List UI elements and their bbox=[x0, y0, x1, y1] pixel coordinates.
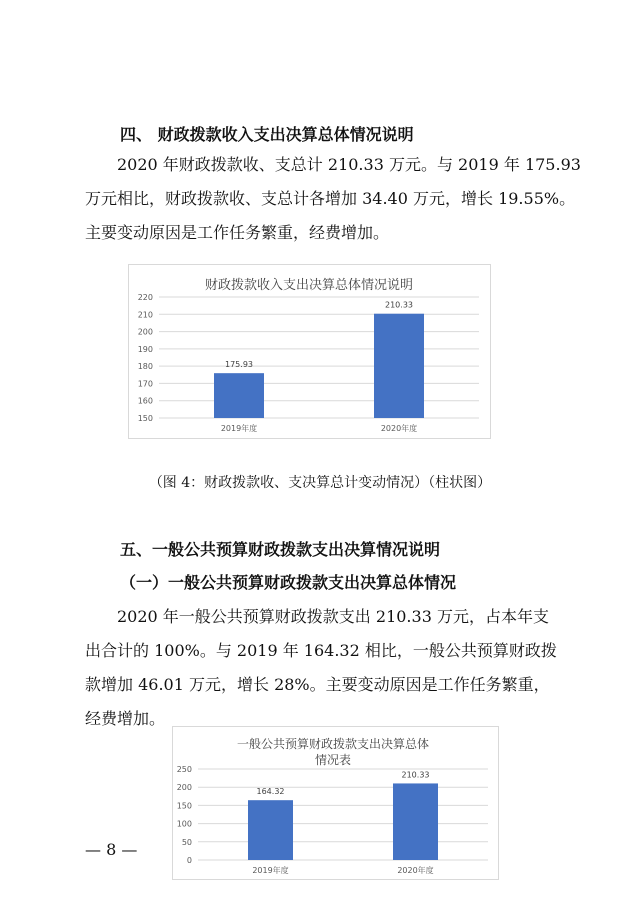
section5-heading: 五、一般公共预算财政拨款支出决算情况说明 bbox=[120, 540, 441, 559]
chart-1-ytick-label: 180 bbox=[137, 362, 153, 372]
chart-2-ytick-label: 0 bbox=[186, 856, 192, 865]
chart-2-ytick-label: 200 bbox=[176, 783, 192, 793]
chart-2-ytick-label: 150 bbox=[176, 801, 192, 811]
chart-2-category-label-2: 2020年度 bbox=[397, 866, 434, 875]
chart-1-data-label-1: 175.93 bbox=[225, 360, 253, 370]
chart-1-category-label-2: 2020年度 bbox=[380, 424, 418, 433]
chart-1-ytick-label: 190 bbox=[137, 344, 153, 354]
section4-line-1: 2020 年财政拨款收、支总计 210.33 万元。与 2019 年 175.93 bbox=[117, 155, 581, 174]
chart-2-svg bbox=[173, 727, 498, 879]
chart-1-svg bbox=[129, 265, 490, 438]
chart-1-ytick-label: 220 bbox=[137, 293, 153, 302]
section4-line-3: 主要变动原因是工作任务繁重，经费增加。 bbox=[85, 223, 390, 242]
chart-1-data-label-2: 210.33 bbox=[385, 300, 413, 310]
section5-subheading: （一）一般公共预算财政拨款支出决算总体情况 bbox=[120, 573, 457, 592]
figure-4-caption: （图 4：财政拨款收、支决算总计变动情况）（柱状图） bbox=[148, 475, 492, 491]
page-number: — 8 — bbox=[85, 840, 138, 859]
chart-2-title-line2: 情况表 bbox=[314, 753, 352, 767]
chart-1-title: 财政拨款收入支出决算总体情况说明 bbox=[204, 278, 414, 293]
chart-2-bar-1 bbox=[248, 800, 293, 860]
chart-1-ytick-label: 160 bbox=[137, 396, 153, 406]
chart-2-data-label-1: 164.32 bbox=[256, 787, 285, 797]
section4-line-2: 万元相比，财政拨款收、支总计各增加 34.40 万元，增长 19.55%。 bbox=[85, 189, 576, 208]
chart-1-ytick-label: 210 bbox=[137, 310, 153, 320]
chart-2-ytick-label: 100 bbox=[176, 819, 192, 829]
section5-line-1: 2020 年一般公共预算财政拨款支出 210.33 万元，占本年支 bbox=[117, 607, 549, 626]
chart-2-data-label-2: 210.33 bbox=[401, 770, 430, 780]
chart-1-bar-1 bbox=[214, 373, 264, 418]
chart-2 bbox=[172, 726, 499, 880]
chart-1-ytick-label: 170 bbox=[137, 379, 153, 389]
chart-1-ytick-label: 150 bbox=[137, 414, 153, 423]
section5-line-4: 经费增加。 bbox=[85, 709, 166, 728]
chart-2-category-label-1: 2019年度 bbox=[252, 866, 289, 875]
chart-1-bar-2 bbox=[374, 314, 424, 418]
chart-1-ytick-label: 200 bbox=[137, 327, 153, 337]
section4-paragraph bbox=[85, 148, 581, 250]
chart-2-bar-2 bbox=[393, 783, 438, 860]
section5-line-3: 款增加 46.01 万元，增长 28%。主要变动原因是工作任务繁重， bbox=[85, 675, 550, 694]
section5-line-2: 出合计的 100%。与 2019 年 164.32 相比，一般公共预算财政拨 bbox=[85, 641, 557, 660]
chart-1 bbox=[128, 264, 491, 439]
section5-paragraph bbox=[85, 600, 555, 736]
section4-heading: 四、 财政拨款收入支出决算总体情况说明 bbox=[120, 125, 414, 144]
chart-2-ytick-label: 250 bbox=[176, 765, 192, 774]
chart-2-title: 一般公共预算财政拨款支出决算总体 bbox=[236, 737, 430, 751]
chart-2-ytick-label: 50 bbox=[181, 837, 192, 847]
chart-1-category-label-1: 2019年度 bbox=[220, 424, 258, 433]
